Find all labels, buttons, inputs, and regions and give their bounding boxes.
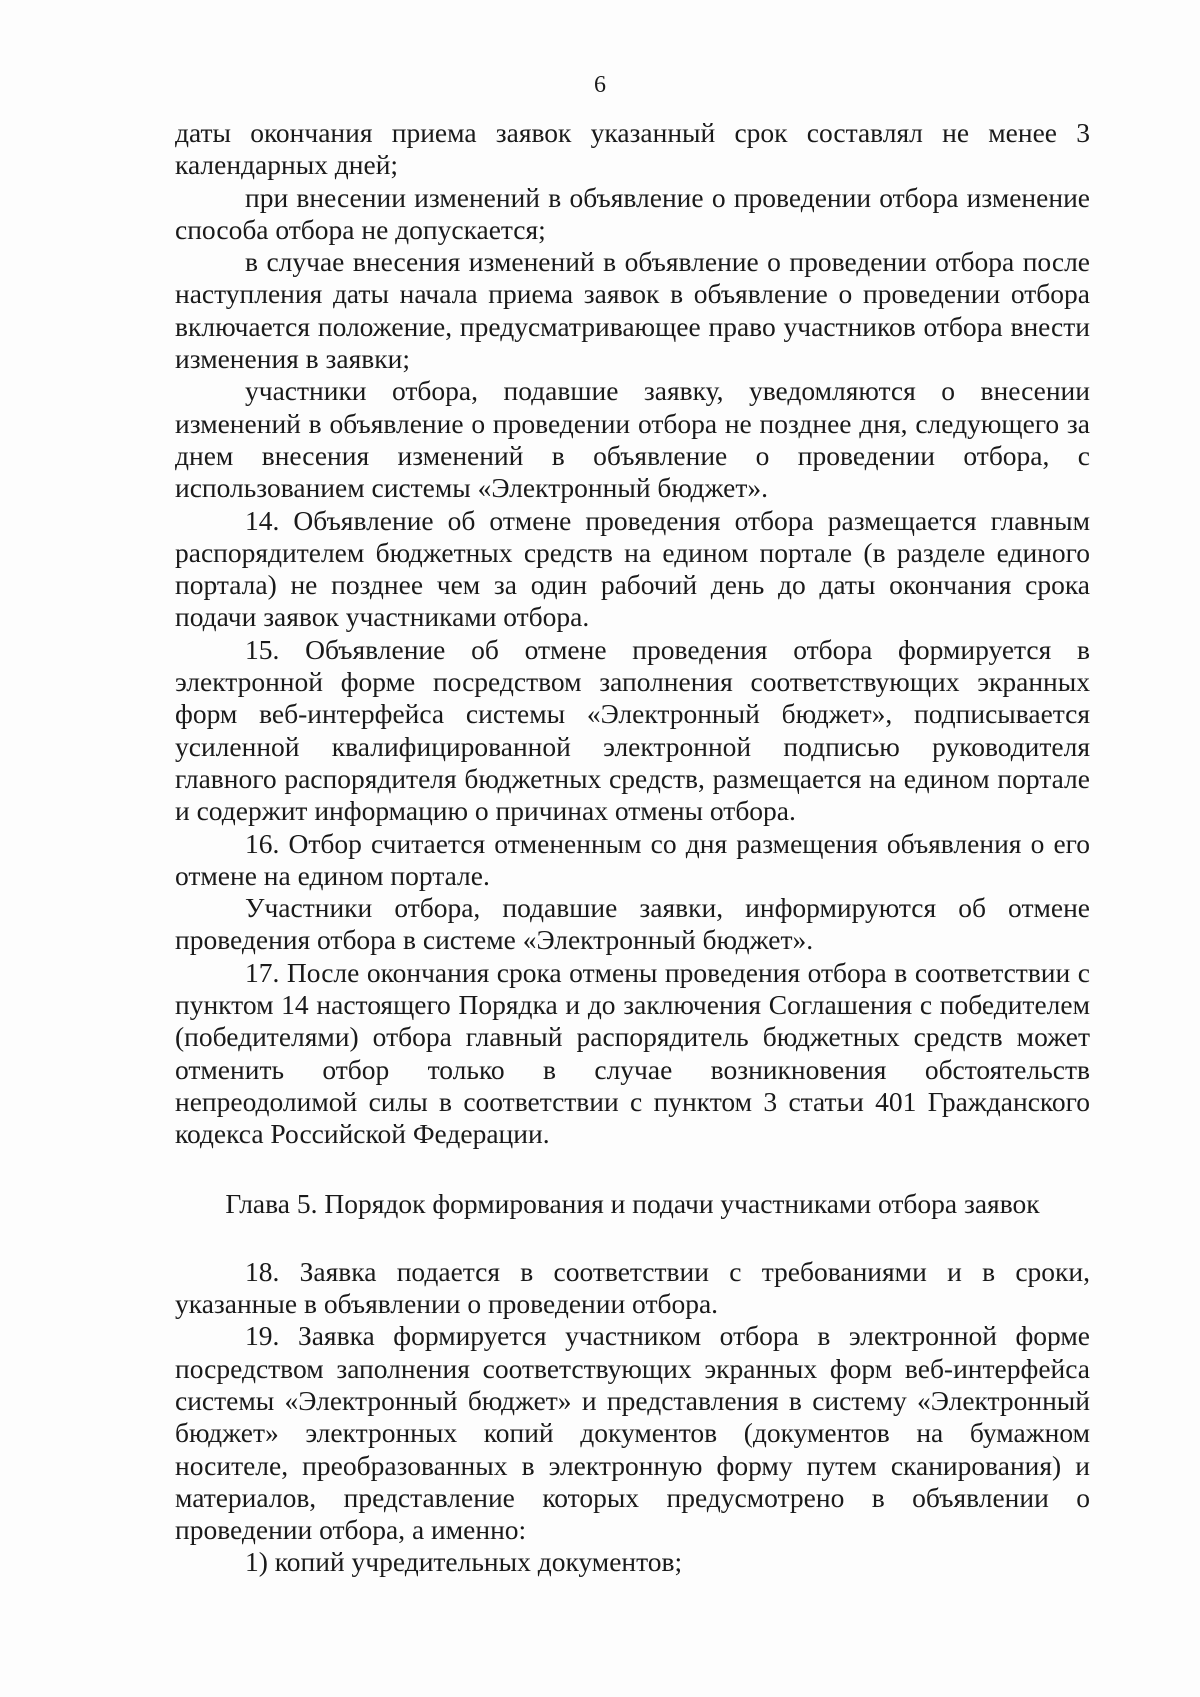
paragraph: Участники отбора, подавшие заявки, информируются об отмене проведения отбора в системе «Электронный бюджет». <box>175 892 1090 956</box>
paragraph: в случае внесения изменений в объявление о проведении отбора после наступления даты начала приема заявок в объявление о проведении отбора включается положение, предусматривающее право участников отбора внести изменения в заявки; <box>175 246 1090 375</box>
paragraph: при внесении изменений в объявление о проведении отбора изменение способа отбора не допускается; <box>175 181 1090 245</box>
paragraph-item-18: 18. Заявка подается в соответствии с требованиями и в сроки, указанные в объявлении о проведении отбора. <box>175 1255 1090 1320</box>
paragraph-item-14: 14. Объявление об отмене проведения отбора размещается главным распорядителем бюджетных средств на едином портале (в разделе единого портала) не позднее чем за один рабочий день до даты окончания срока подачи заявок участниками отбора. <box>175 504 1090 633</box>
paragraph: участники отбора, подавшие заявку, уведомляются о внесении изменений в объявление о проведении отбора не позднее дня, следующего за днем внесения изменений в объявление о проведении отбора, с использованием системы «Электронный бюджет». <box>175 375 1090 504</box>
document-body <box>175 117 1090 1579</box>
paragraph-item-19: 19. Заявка формируется участником отбора в электронной форме посредством заполнения соответствующих экранных форм веб-интерфейса системы «Электронный бюджет» и представления в систему «Электронный бюджет» электронных копий документов (документов на бумажном носителе, преобразованных в электронную форму путем сканирования) и материалов, представление которых предусмотрено в объявлении о проведении отбора, а именно: <box>175 1320 1090 1546</box>
page-number: 6 <box>594 72 606 98</box>
list-item: 1) копий учредительных документов; <box>245 1546 683 1578</box>
chapter-heading: Глава 5. Порядок формирования и подачи участниками отбора заявок <box>225 1187 1040 1219</box>
paragraph-item-17: 17. После окончания срока отмены проведения отбора в соответствии с пунктом 14 настоящего Порядка и до заключения Соглашения с победителем (победителями) отбора главный распорядитель бюджетных средств может отменить отбор только в случае возникновения обстоятельств непреодолимой силы в соответствии с пунктом 3 статьи 401 Гражданского кодекса Российской Федерации. <box>175 956 1090 1150</box>
paragraph-item-16: 16. Отбор считается отмененным со дня размещения объявления о его отмене на едином портале. <box>175 827 1090 891</box>
paragraph-item-15: 15. Объявление об отмене проведения отбора формируется в электронной форме посредством заполнения соответствующих экранных форм веб-интерфейса системы «Электронный бюджет», подписывается усиленной квалифицированной электронной подписью руководителя главного распорядителя бюджетных средств, размещается на едином портале и содержит информацию о причинах отмены отбора. <box>175 633 1090 827</box>
paragraph: даты окончания приема заявок указанный срок составлял не менее 3 календарных дней; <box>175 117 1090 181</box>
